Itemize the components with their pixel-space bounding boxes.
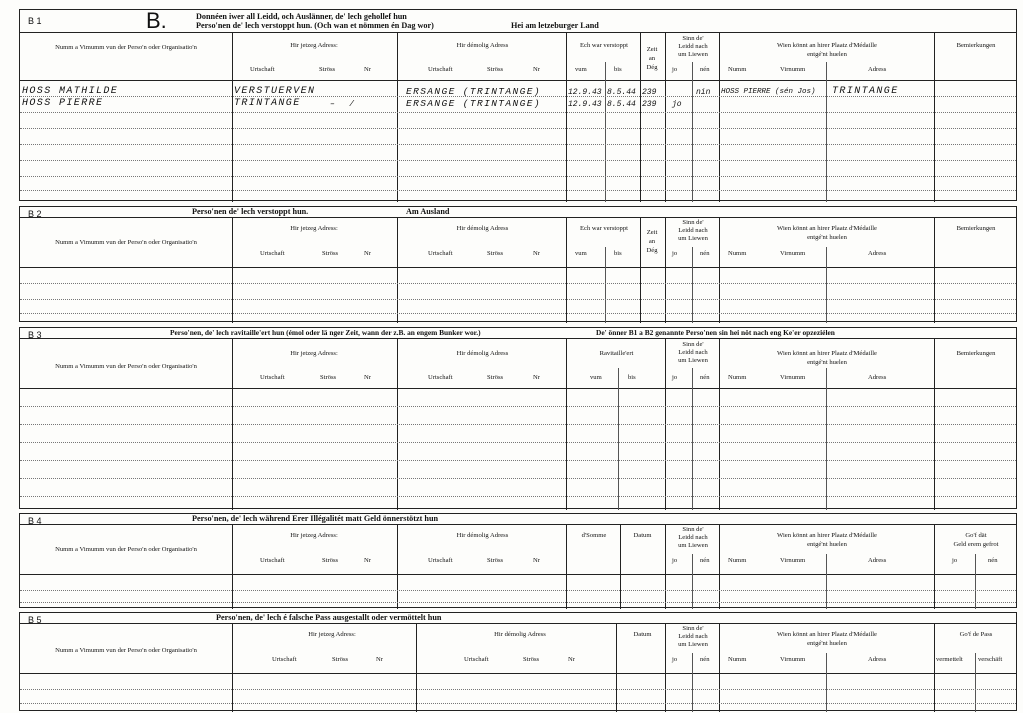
hdr-forged: verschäft — [978, 656, 1003, 663]
hdr-yes: jo — [672, 557, 678, 564]
hdr-medal-2: entgé'nt huelen — [807, 640, 847, 647]
hdr-from: vum — [575, 250, 587, 257]
section-b1 — [19, 9, 1017, 201]
hdr-until: bis — [628, 374, 636, 381]
entry-1-current-locality: VERSTUERVEN — [234, 86, 316, 97]
hdr-locality: Urtschaft — [428, 66, 453, 73]
hdr-until: bis — [614, 250, 622, 257]
entry-2-alive: jo — [672, 100, 682, 109]
hdr-yes: jo — [672, 250, 678, 257]
hdr-number: Nr — [364, 66, 371, 73]
section-b2-header — [20, 207, 1016, 218]
hdr-name: Numm a Vimumm vun der Perso'n oder Organisatio'n — [55, 239, 197, 246]
hdr-medal-2: entgé'nt huelen — [807, 51, 847, 58]
hdr-no: nén — [700, 250, 710, 257]
hdr-medal-name: Numm — [728, 656, 747, 663]
hdr-yes: jo — [672, 374, 678, 381]
hdr-medal-2: entgé'nt huelen — [807, 541, 847, 548]
hdr-days: Dég — [646, 64, 658, 71]
hdr-name: Numm a Vimumm vun der Perso'n oder Organisatio'n — [55, 647, 197, 654]
section-b2-title: Perso'nen de' lech verstoppt hun. — [192, 207, 309, 216]
hdr-street: Ströss — [319, 66, 336, 73]
entry-2-until: 8.5.44 — [607, 100, 636, 109]
section-b3-code: B 3 — [28, 330, 42, 340]
hdr-sum: d'Somme — [581, 532, 607, 539]
section-b4 — [19, 513, 1017, 608]
hdr-yes: jo — [672, 656, 678, 663]
hdr-yes: jo — [672, 66, 678, 73]
hdr-risk-2: Leidd nach — [678, 633, 708, 640]
hdr-medal-address: Adress — [868, 250, 887, 257]
hdr-number: Nr — [568, 656, 575, 663]
hdr-locality: Urtschaft — [428, 250, 453, 257]
hdr-from: vum — [590, 374, 602, 381]
hdr-no: nén — [700, 656, 710, 663]
hdr-medal-first: Virnumm — [780, 250, 806, 257]
hdr-remarks: Bemierkungen — [956, 225, 996, 232]
hdr-medal-2: entgé'nt huelen — [807, 234, 847, 241]
hdr-former-address: Hir démolig Adress — [456, 350, 509, 357]
hdr-number: Nr — [364, 557, 371, 564]
hdr-risk-3: um Liewen — [678, 235, 708, 242]
hdr-medal-address: Adress — [868, 557, 887, 564]
hdr-locality: Urtschaft — [250, 66, 275, 73]
hdr-former-address: Hir démolig Adress — [494, 631, 546, 638]
section-b3-header — [20, 328, 1016, 339]
entry-1-not-alive: nin — [696, 88, 711, 97]
hdr-street: Ströss — [487, 66, 504, 73]
hdr-name: Numm a Vimumm vun der Perso'n oder Organisatio'n — [55, 546, 197, 553]
hdr-medal-address: Adress — [868, 66, 887, 73]
hdr-remarks: Bemierkungen — [956, 42, 996, 49]
hdr-medal-name: Numm — [728, 66, 747, 73]
hdr-from: vum — [575, 66, 587, 73]
section-b4-title: Perso'nen, de' lech während Erer Illégalitét matt Geld önnerstötzt hun — [192, 514, 439, 523]
hdr-hidden: Ech war verstoppt — [580, 42, 628, 49]
entry-1-medal-name: HOSS PIERRE (sén Jos) — [721, 88, 816, 96]
hdr-in: an — [648, 55, 656, 62]
hdr-risk-2: Leidd nach — [678, 43, 708, 50]
hdr-time: Zeit — [646, 46, 658, 53]
section-b2-code: B 2 — [28, 209, 42, 219]
entry-1-until: 8.5.44 — [607, 88, 636, 97]
hdr-medal-name: Numm — [728, 250, 747, 257]
section-b2-title-place: Am Ausland — [406, 207, 450, 216]
hdr-former-address: Hir démolig Adress — [456, 532, 509, 539]
entry-2-name: HOSS PIERRE — [22, 98, 104, 109]
hdr-medal-1: Wien könnt an hirer Plaatz d'Médaille — [777, 42, 877, 49]
hdr-time: Zeit — [646, 229, 658, 236]
hdr-risk-3: um Liewen — [678, 357, 708, 364]
hdr-in: an — [648, 238, 656, 245]
hdr-number: Nr — [364, 250, 371, 257]
section-b3-title-b: De' önner B1 a B2 genannte Perso'nen sin hei nöt nach eng Ke'er opzeziélen — [596, 328, 835, 337]
hdr-risk-2: Leidd nach — [678, 349, 708, 356]
entry-1-from: 12.9.43 — [568, 88, 602, 97]
hdr-medal-1: Wien könnt an hirer Plaatz d'Médaille — [777, 532, 877, 539]
hdr-number: Nr — [533, 250, 540, 257]
entry-1-medal-address: TRINTANGE — [832, 86, 899, 97]
hdr-current-address: Hir jetzeg Adress: — [290, 225, 338, 232]
hdr-until: bis — [614, 66, 622, 73]
hdr-no: nén — [700, 374, 710, 381]
section-b1-title-place: Hei am letzeburger Land — [511, 21, 599, 30]
hdr-risk-3: um Liewen — [678, 641, 708, 648]
hdr-medal-first: Virnumm — [780, 557, 806, 564]
hdr-number: Nr — [533, 66, 540, 73]
entry-2-days: 239 — [642, 100, 657, 109]
hdr-risk-1: Sinn de' — [682, 625, 704, 632]
hdr-former-address: Hir démolig Adress — [456, 225, 509, 232]
hdr-medal-first: Virnumm — [780, 374, 806, 381]
entry-1-name: HOSS MATHILDE — [22, 86, 119, 97]
hdr-days: Dég — [646, 247, 658, 254]
section-b1-header — [20, 10, 1016, 33]
hdr-remarks: Bemierkungen — [956, 350, 996, 357]
hdr-risk-3: um Liewen — [678, 542, 708, 549]
section-b2 — [19, 206, 1017, 322]
entry-2-former-address: ERSANGE (TRINTANGE) — [406, 98, 541, 109]
hdr-risk-3: um Liewen — [678, 51, 708, 58]
hdr-medal-address: Adress — [868, 374, 887, 381]
section-b3-title-a: Perso'nen, de' lech ravitaille'ert hun (émol oder lä nger Zeit, wann der z.B. an engem Bunker wor.) — [170, 328, 481, 337]
hdr-no: nén — [700, 66, 710, 73]
hdr-medal-1: Wien könnt an hirer Plaatz d'Médaille — [777, 225, 877, 232]
hdr-no: nén — [988, 557, 998, 564]
hdr-risk-1: Sinn de' — [682, 526, 704, 533]
hdr-number: Nr — [376, 656, 383, 663]
hdr-current-address: Hir jetzeg Adress: — [290, 532, 338, 539]
hdr-former-address: Hir démolig Adress — [456, 42, 509, 49]
hdr-street: Ströss — [487, 374, 504, 381]
hdr-medal-address: Adress — [868, 656, 887, 663]
hdr-street: Ströss — [322, 557, 339, 564]
section-b1-title-1: Donnéen iwer all Leidd, och Auslänner, de' lech gehollef hun — [196, 12, 407, 21]
hdr-locality: Urtschaft — [260, 374, 285, 381]
hdr-money-2: Geld erem gefrot — [953, 541, 999, 548]
hdr-risk-1: Sinn de' — [682, 341, 704, 348]
hdr-medal-2: entgé'nt huelen — [807, 359, 847, 366]
section-b4-code: B 4 — [28, 516, 42, 526]
entry-1-days: 239 — [642, 88, 657, 97]
hdr-medal-1: Wien könnt an hirer Plaatz d'Médaille — [777, 631, 877, 638]
hdr-yes: jo — [952, 557, 958, 564]
hdr-date: Datum — [633, 532, 652, 539]
hdr-number: Nr — [533, 557, 540, 564]
hdr-number: Nr — [533, 374, 540, 381]
hdr-number: Nr — [364, 374, 371, 381]
hdr-name: Numm a Vimumm vun der Perso'n oder Organisatio'n — [55, 363, 197, 370]
hdr-street: Ströss — [523, 656, 540, 663]
hdr-street: Ströss — [487, 250, 504, 257]
hdr-medal-first: Virnumm — [780, 66, 806, 73]
hdr-street: Ströss — [320, 374, 337, 381]
entry-1-former-address: ERSANGE (TRINTANGE) — [406, 86, 541, 97]
form-letter: B. — [146, 8, 167, 33]
hdr-medal-1: Wien könnt an hirer Plaatz d'Médaille — [777, 350, 877, 357]
hdr-locality: Urtschaft — [260, 250, 285, 257]
section-b1-title-2: Perso'nen de' lech verstoppt hun. (Och wan et nömmen én Dag wor) — [196, 21, 434, 30]
hdr-medal-first: Virnumm — [780, 656, 806, 663]
entry-2-current-locality: TRINTANGE — [234, 98, 301, 109]
hdr-issued: vermettelt — [936, 656, 963, 663]
hdr-risk-1: Sinn de' — [682, 35, 704, 42]
hdr-medal-name: Numm — [728, 557, 747, 564]
hdr-street: Ströss — [322, 250, 339, 257]
section-b5-header — [20, 613, 1016, 624]
section-b5-title: Perso'nen, de' lech é falsche Pass ausgestallt oder vermöttelt hun — [216, 613, 442, 622]
hdr-locality: Urtschaft — [428, 374, 453, 381]
hdr-locality: Urtschaft — [464, 656, 489, 663]
hdr-street: Ströss — [332, 656, 349, 663]
hdr-risk-2: Leidd nach — [678, 534, 708, 541]
section-b3 — [19, 327, 1017, 509]
section-b4-header — [20, 514, 1016, 525]
hdr-money-1: Go'f dät — [965, 532, 987, 539]
section-b5 — [19, 612, 1017, 711]
hdr-risk-1: Sinn de' — [682, 219, 704, 226]
section-b5-code: B 5 — [28, 615, 42, 625]
hdr-supplied: Ravitaille'ert — [599, 350, 634, 357]
entry-2-dash: – / — [330, 100, 355, 109]
hdr-locality: Urtschaft — [260, 557, 285, 564]
hdr-current-address: Hir jetzeg Adress: — [290, 350, 338, 357]
hdr-locality: Urtschaft — [272, 656, 297, 663]
hdr-street: Ströss — [487, 557, 504, 564]
entry-2-from: 12.9.43 — [568, 100, 602, 109]
hdr-current-address: Hir jetzeg Adress: — [290, 42, 338, 49]
section-b1-code: B 1 — [28, 16, 42, 26]
hdr-current-address: Hir jetzeg Adress: — [308, 631, 356, 638]
hdr-hidden: Ech war verstoppt — [580, 225, 628, 232]
hdr-date: Datum — [633, 631, 652, 638]
hdr-locality: Urtschaft — [428, 557, 453, 564]
hdr-pass: Go'f de Pass — [959, 631, 993, 638]
hdr-name: Numm a Vimumm vun der Perso'n oder Organisatio'n — [55, 44, 197, 51]
hdr-no: nén — [700, 557, 710, 564]
hdr-risk-2: Leidd nach — [678, 227, 708, 234]
hdr-medal-name: Numm — [728, 374, 747, 381]
